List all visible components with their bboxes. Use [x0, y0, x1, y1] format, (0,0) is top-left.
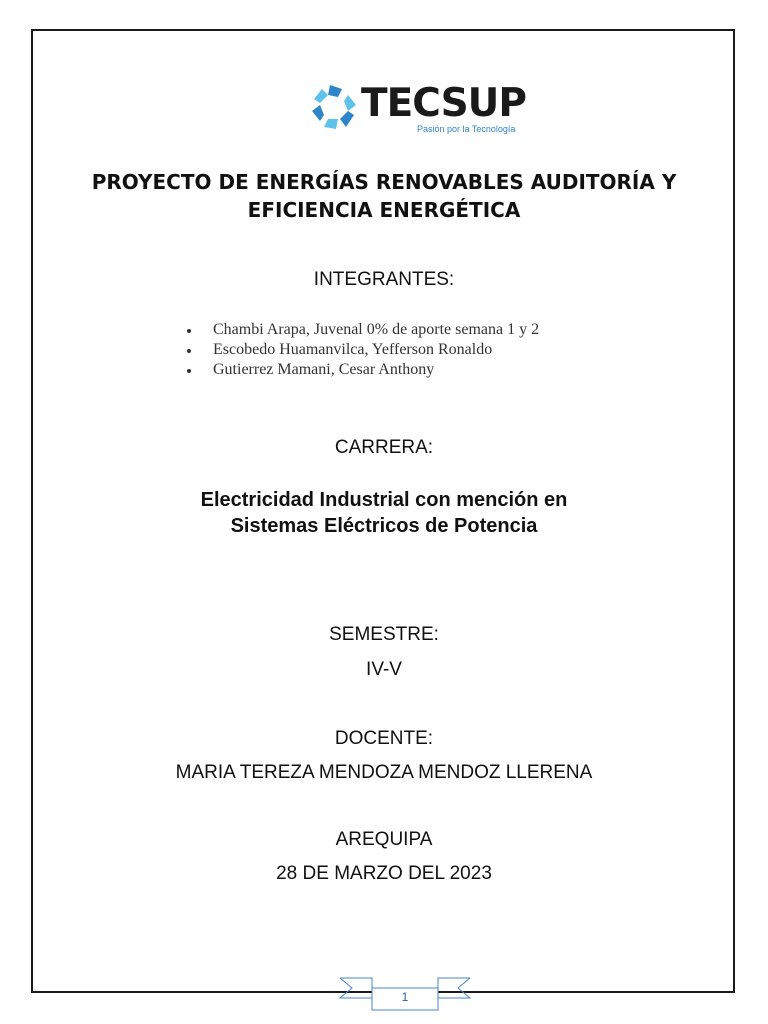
tecsup-logo: [309, 80, 526, 140]
title-line-2: EFICIENCIA ENERGÉTICA: [247, 198, 521, 222]
title-line-1: PROYECTO DE ENERGÍAS RENOVABLES AUDITORÍA Y: [91, 170, 677, 194]
logo-wordmark: TECSUP: [361, 81, 526, 126]
members-list: [184, 320, 539, 380]
career-line-2: Sistemas Eléctricos de Potencia: [230, 515, 538, 537]
semester-value: IV-V: [366, 659, 402, 680]
place: AREQUIPA: [335, 829, 433, 850]
date: 28 DE MARZO DEL 2023: [276, 863, 492, 884]
members-label: INTEGRANTES:: [313, 269, 455, 290]
project-title: [0, 168, 768, 224]
teacher-label: DOCENTE:: [334, 728, 434, 749]
list-item: Chambi Arapa, Juvenal 0% de aporte semana 1 y 2: [184, 320, 539, 340]
career-line-1: Electricidad Industrial con mención en: [200, 489, 568, 511]
career-label: CARRERA:: [334, 437, 434, 458]
list-item: Escobedo Huamanvilca, Yefferson Ronaldo: [184, 340, 539, 360]
logo-tagline: Pasión por la Tecnología: [417, 124, 516, 134]
list-item: Gutierrez Mamani, Cesar Anthony: [184, 360, 539, 380]
page-number-ribbon: [338, 976, 472, 1012]
career-name: [0, 487, 768, 539]
semester-label: SEMESTRE:: [329, 624, 439, 645]
tecsup-emblem-icon: [309, 82, 359, 132]
teacher-name: MARIA TEREZA MENDOZA MENDOZ LLERENA: [175, 762, 593, 783]
page-number: 1: [401, 990, 409, 1004]
